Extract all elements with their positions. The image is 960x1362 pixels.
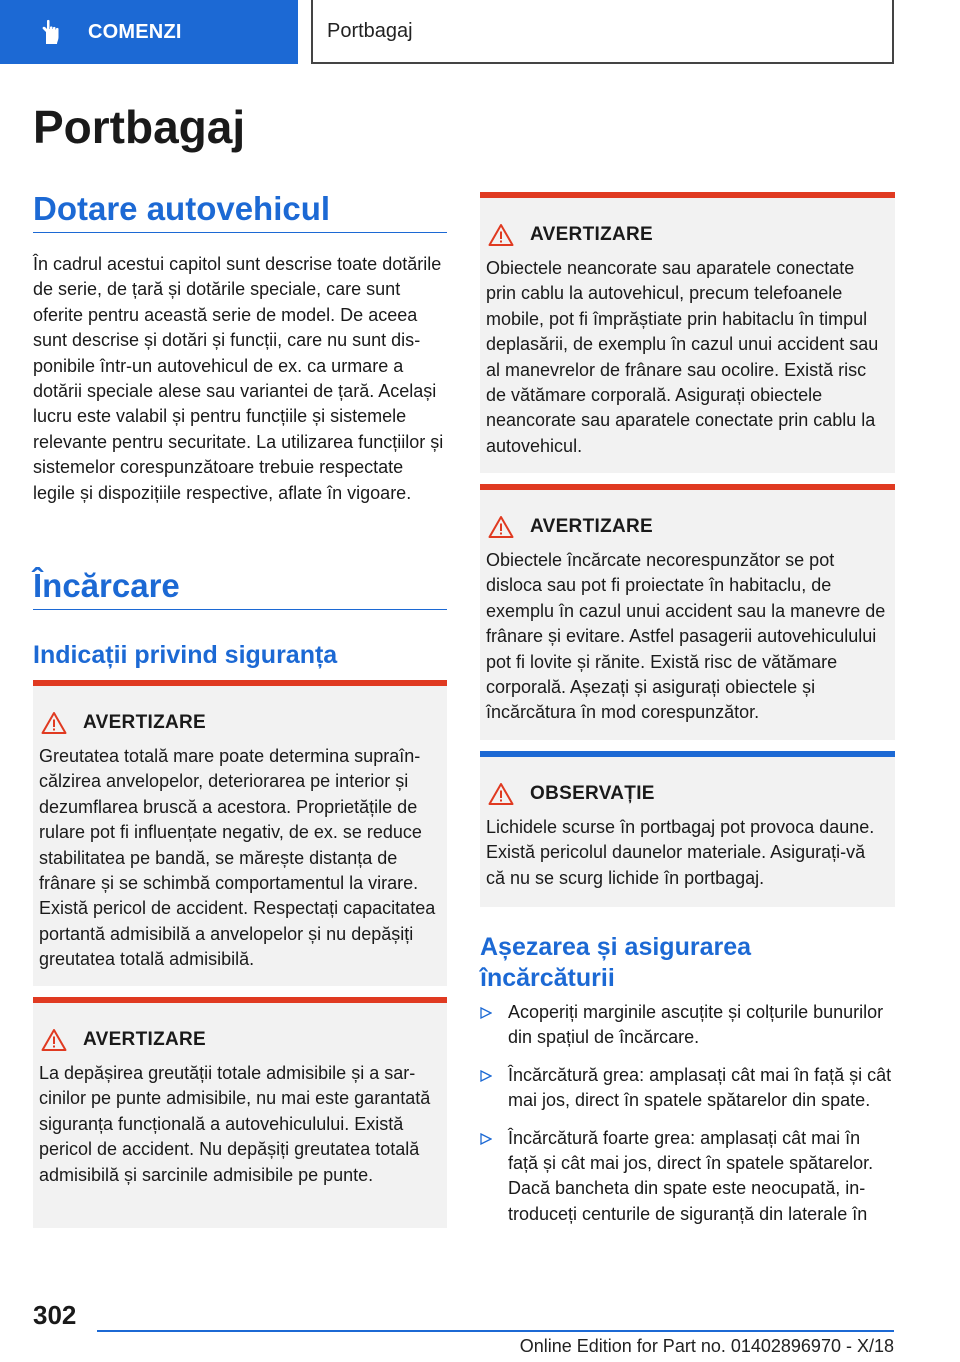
warning-triangle-icon xyxy=(488,223,514,247)
warning-title: AVERTIZARE xyxy=(83,712,206,733)
breadcrumb-label: Portbagaj xyxy=(327,19,413,42)
breadcrumb xyxy=(311,0,894,64)
note-box-lichide xyxy=(480,751,895,907)
list-item: Încărcătură foarte grea: amplasați cât mai în față și cât mai jos, direct în spatele spătarelor. Dacă bancheta din spate este neocupată, introduceți centurile de siguranță din laterale în xyxy=(480,1126,895,1228)
bullet-list xyxy=(480,1000,895,1239)
warning-triangle-icon xyxy=(488,782,514,806)
subsection-title-siguranta: Indicații privind siguranța xyxy=(33,641,338,669)
warning-triangle-icon xyxy=(41,1028,67,1052)
page-title: Portbagaj xyxy=(33,101,246,153)
subsection-title-asezare: Așezarea și asigurarea încărcăturii xyxy=(480,933,752,992)
warning-text: Obiectele neancorate sau aparatele conectate prin cablu la autovehicul, precum telefoanele mobile, pot fi împrăștiate prin habitaclu în timpul deplasării, de exemplu în cazul unui accident sau al manevrelor de frânare sau ocolire. Există risc de vătămare corporală. Asigurați obiectele neancorate sau aparatele conectate prin cablu la autovehicul. xyxy=(486,258,879,456)
warning-box-obiecte-neancorate xyxy=(480,192,895,473)
note-title: OBSERVAȚIE xyxy=(530,783,655,804)
warning-title: AVERTIZARE xyxy=(83,1029,206,1050)
warning-text: Obiectele încărcate necorespunzător se pot disloca sau pot fi proiectate în habitaclu, de exemplu în cazul unui accident sau la manevre de frânare și evitare. Astfel pasagerii autovehiculului pot fi lovite și rănite. Există risc de vătămare corporală. Așezați și asigurați obiectele și încărcătura în mod corespunzător. xyxy=(486,550,886,723)
chapter-tab-label: COMENZI xyxy=(88,20,182,43)
footer-divider xyxy=(97,1330,894,1332)
warning-title: AVERTIZARE xyxy=(530,516,653,537)
chapter-tab[interactable] xyxy=(0,0,298,64)
list-item: Acoperiți marginile ascuțite și colțurile bunurilor din spațiul de încărcare. xyxy=(480,1000,895,1051)
warning-box-greutate xyxy=(33,680,447,986)
warning-text: La depășirea greutății totale admisibile și a sarcinilor pe punte admisibile, nu mai este garantată siguranța funcțională a autovehiculului. Există pericol de accident. Nu depășiți greutatea totală admisibilă și sarcinile admisibile pe punte. xyxy=(39,1063,431,1185)
footer-edition: Online Edition for Part no. 01402896970 - X/18 xyxy=(519,1336,894,1356)
note-text: Lichidele scurse în portbagaj pot provoca daune. Există pericolul daunelor materiale. Asigurați-vă că nu se scurg lichide în portbagaj. xyxy=(486,817,875,888)
triangle-bullet-icon xyxy=(480,1133,492,1145)
triangle-bullet-icon xyxy=(480,1070,492,1082)
warning-triangle-icon xyxy=(41,711,67,735)
page-number: 302 xyxy=(33,1300,77,1330)
section-title-dotare: Dotare autovehicul xyxy=(33,190,447,233)
warning-triangle-icon xyxy=(488,515,514,539)
section-text-dotare: În cadrul acestui capitol sunt descrise toate dotările de serie, de țară și dotările speciale, care sunt oferite pentru această serie de model. De aceea sunt descrise și dotări și funcții, care nu sunt disponibile într-un autovehicul de ex. ca urmare a dotării speciale alese sau variantei de țară. Același lucru este valabil și pentru funcțiile și sistemele relevante pentru securitate. La utilizarea funcțiilor și sistemelor corespunzătoare trebuie respectate legile și dispozițiile respective, aflate în vigoare. xyxy=(33,254,444,503)
warning-box-obiecte-incarcate xyxy=(480,484,895,740)
warning-text: Greutatea totală mare poate determina supraîncălzirea anvelopelor, deteriorarea pe interior și dezumflarea bruscă a acestora. Proprietățile de rulare pot fi influențate negativ, de ex. se reduce stabilitatea pe bandă, se mărește distanța de frânare și se schimbă comportamentul la virare. Există pericol de accident. Respectați capacitatea portantă admisibilă a anvelopelor și nu depășiți greutatea totală admisibilă. xyxy=(39,746,436,970)
warning-box-sarcini xyxy=(33,997,447,1228)
triangle-bullet-icon xyxy=(480,1007,492,1019)
warning-title: AVERTIZARE xyxy=(530,224,653,245)
hand-pointer-icon xyxy=(38,18,66,46)
section-title-incarcare: Încărcare xyxy=(33,567,447,610)
list-item: Încărcătură grea: amplasați cât mai în față și cât mai jos, direct în spatele spătarelor din spate. xyxy=(480,1063,895,1114)
